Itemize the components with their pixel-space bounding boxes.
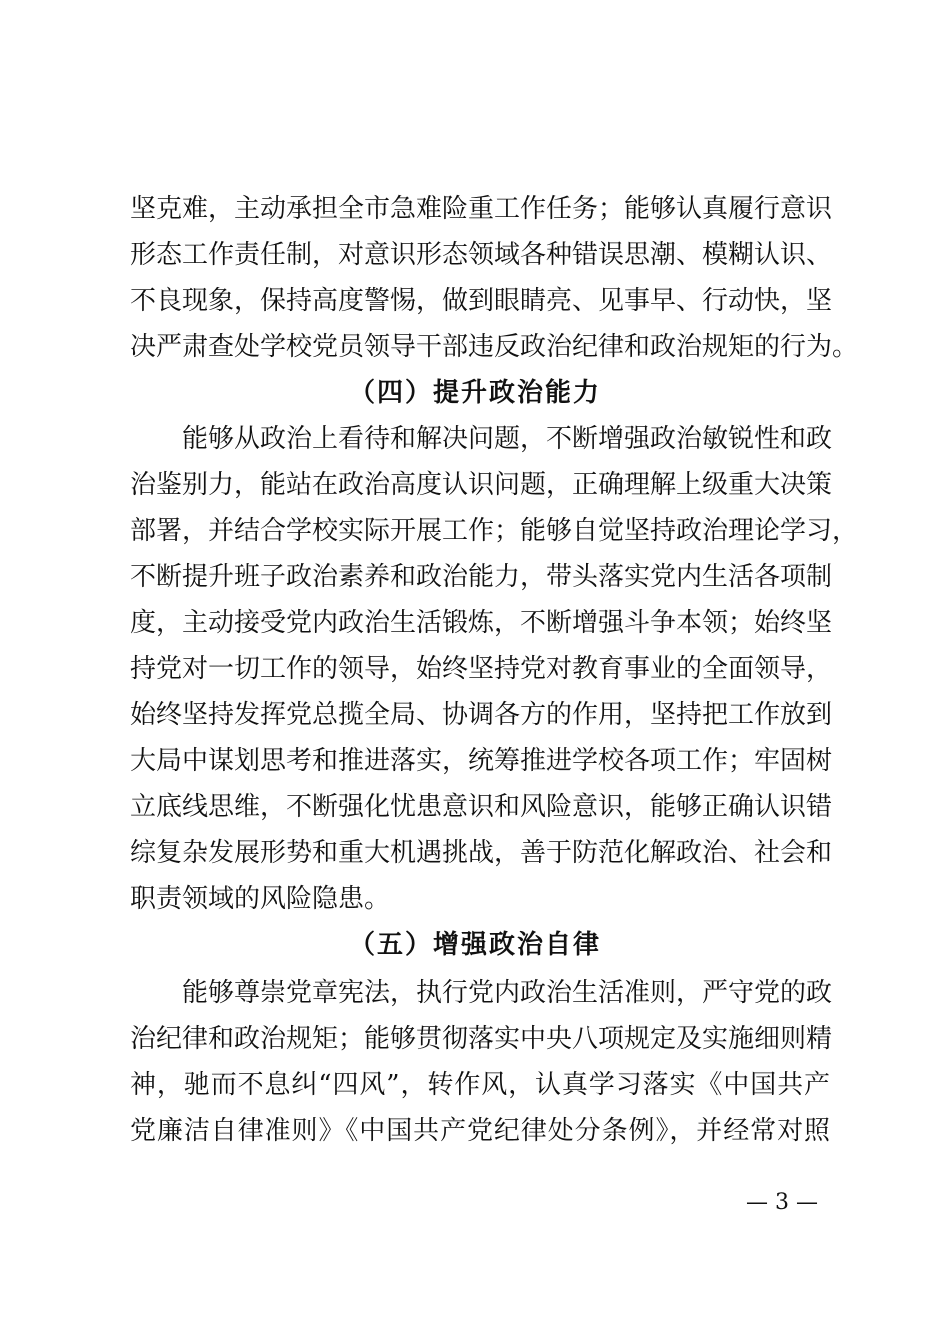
paragraph-2-line-1: 能够从政治上看待和解决问题，不断增强政治敏锐性和政 [182, 424, 833, 454]
paragraph-2-line-9: 立底线思维，不断强化忧患意识和风险意识，能够正确认识错 [130, 792, 833, 822]
paragraph-2-line-11: 职责领域的风险隐患。 [130, 884, 391, 914]
paragraph-2-line-2: 治鉴别力，能站在政治高度认识问题，正确理解上级重大决策 [130, 470, 833, 500]
paragraph-2-line-3: 部署，并结合学校实际开展工作；能够自觉坚持政治理论学习， [130, 516, 859, 546]
paragraph-1-line-4: 决严肃查处学校党员领导干部违反政治纪律和政治规矩的行为。 [130, 332, 859, 362]
paragraph-2-line-8: 大局中谋划思考和推进落实，统筹推进学校各项工作；牢固树 [130, 746, 833, 776]
paragraph-3-line-2: 治纪律和政治规矩；能够贯彻落实中央八项规定及实施细则精 [130, 1024, 833, 1054]
page-number: — 3 — [746, 1190, 818, 1215]
paragraph-1-line-1: 坚克难，主动承担全市急难险重工作任务；能够认真履行意识 [130, 194, 833, 224]
paragraph-3-line-1: 能够尊崇党章宪法，执行党内政治生活准则，严守党的政 [182, 978, 833, 1008]
paragraph-2-line-4: 不断提升班子政治素养和政治能力，带头落实党内生活各项制 [130, 562, 833, 592]
section-heading-5: （五）增强政治自律 [348, 930, 601, 960]
paragraph-3-line-4: 党廉洁自律准则》《中国共产党纪律处分条例》，并经常对照 [130, 1116, 830, 1146]
paragraph-2-line-6: 持党对一切工作的领导，始终坚持党对教育事业的全面领导， [130, 654, 833, 684]
section-heading-4: （四）提升政治能力 [348, 378, 601, 408]
paragraph-1-line-2: 形态工作责任制，对意识形态领域各种错误思潮、模糊认识、 [130, 240, 833, 270]
paragraph-2-line-5: 度，主动接受党内政治生活锻炼，不断增强斗争本领；始终坚 [130, 608, 833, 638]
paragraph-2-line-10: 综复杂发展形势和重大机遇挑战，善于防范化解政治、社会和 [130, 838, 833, 868]
paragraph-1-line-3: 不良现象，保持高度警惕，做到眼睛亮、见事早、行动快，坚 [130, 286, 833, 316]
paragraph-3-line-3: 神，驰而不息纠“四风”，转作风，认真学习落实《中国共产 [130, 1070, 830, 1100]
paragraph-2-line-7: 始终坚持发挥党总揽全局、协调各方的作用，坚持把工作放到 [130, 700, 833, 730]
